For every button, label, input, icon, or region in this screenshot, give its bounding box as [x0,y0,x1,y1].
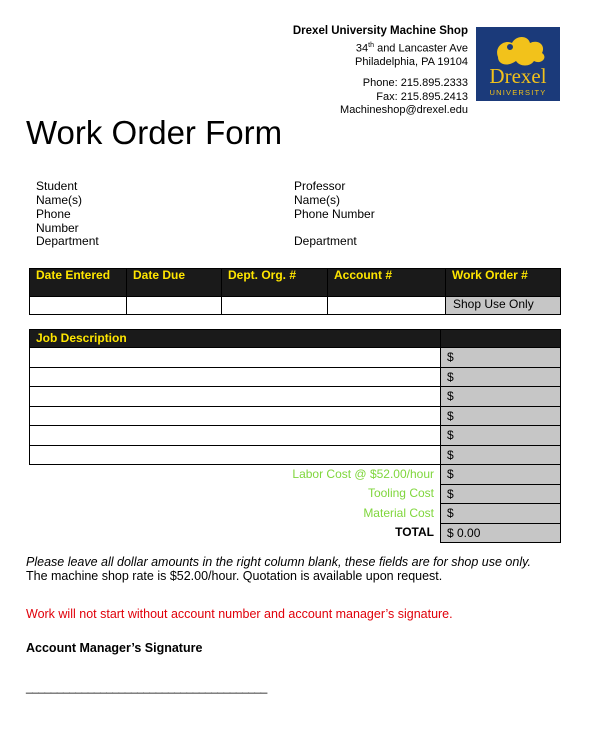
total-label: TOTAL [395,525,434,539]
cost-cell: $ [441,348,561,368]
address-line-1: 34th and Lancaster Ave [355,41,468,55]
material-cost-cell: $ [441,504,561,524]
labor-cost-cell: $ [441,465,561,485]
job-description-row[interactable] [30,348,441,368]
order-info-table [29,268,561,315]
cost-cell: $ [441,445,561,465]
student-names-label: Name(s) [36,193,83,207]
student-label: Student [36,179,78,193]
labor-cost-label: Labor Cost @ $52.00/hour [292,467,434,481]
cost-cell: $ [441,367,561,387]
warning-text: Work will not start without account number and account manager’s signature. [26,607,453,621]
date-entered-cell[interactable] [30,297,127,315]
instructions-italic: Please leave all dollar amounts in the right column blank, these fields are for shop use only. [26,555,531,569]
header-work-order: Work Order # [446,269,561,297]
logo-subtitle: UNIVERSITY [489,88,547,97]
cost-cell: $ [441,426,561,446]
student-department-label: Department [36,234,99,248]
professor-names-label: Name(s) [294,193,341,207]
fax-line: Fax: 215.895.2413 [376,90,468,103]
header-account: Account # [328,269,446,297]
signature-label: Account Manager’s Signature [26,641,203,655]
job-description-row[interactable] [30,367,441,387]
professor-label: Professor [294,179,346,193]
email-line: Machineshop@drexel.edu [340,104,468,117]
shop-address-block [293,25,468,118]
account-cell[interactable] [328,297,446,315]
date-due-cell[interactable] [127,297,222,315]
organization-name: Drexel University Machine Shop [292,25,468,37]
job-cost-header [441,330,561,348]
job-description-row[interactable] [30,445,441,465]
professor-department-label: Department [294,234,357,248]
address-line-2: Philadelphia, PA 19104 [355,55,468,68]
logo-word: Drexel [489,64,547,88]
job-description-table [29,329,561,543]
job-description-row[interactable] [30,387,441,407]
material-cost-label: Material Cost [363,505,434,520]
cost-cell: $ [441,406,561,426]
signature-line[interactable]: _______________________________________ [26,680,267,694]
tooling-cost-label: Tooling Cost [367,486,434,500]
phone-line: Phone: 215.895.2333 [362,77,468,90]
shop-use-only-cell: Shop Use Only [446,297,561,315]
professor-phone-label: Phone Number [294,207,375,221]
student-phone-label: Phone Number [36,207,79,235]
job-description-row[interactable] [30,426,441,446]
header-date-entered: Date Entered [30,269,127,297]
instructions-rate: The machine shop rate is $52.00/hour. Quotation is available upon request. [26,569,443,583]
drexel-logo [476,27,560,101]
instructions-note [26,555,546,583]
tooling-cost-cell: $ [441,484,561,504]
page-title: Work Order Form [26,114,283,151]
cost-cell: $ [441,387,561,407]
job-description-header: Job Description [30,330,441,348]
dept-org-cell[interactable] [222,297,328,315]
header-dept-org: Dept. Org. # [222,269,328,297]
header-date-due: Date Due [127,269,222,297]
total-value: $ 0.00 [441,523,561,543]
job-description-row[interactable] [30,406,441,426]
